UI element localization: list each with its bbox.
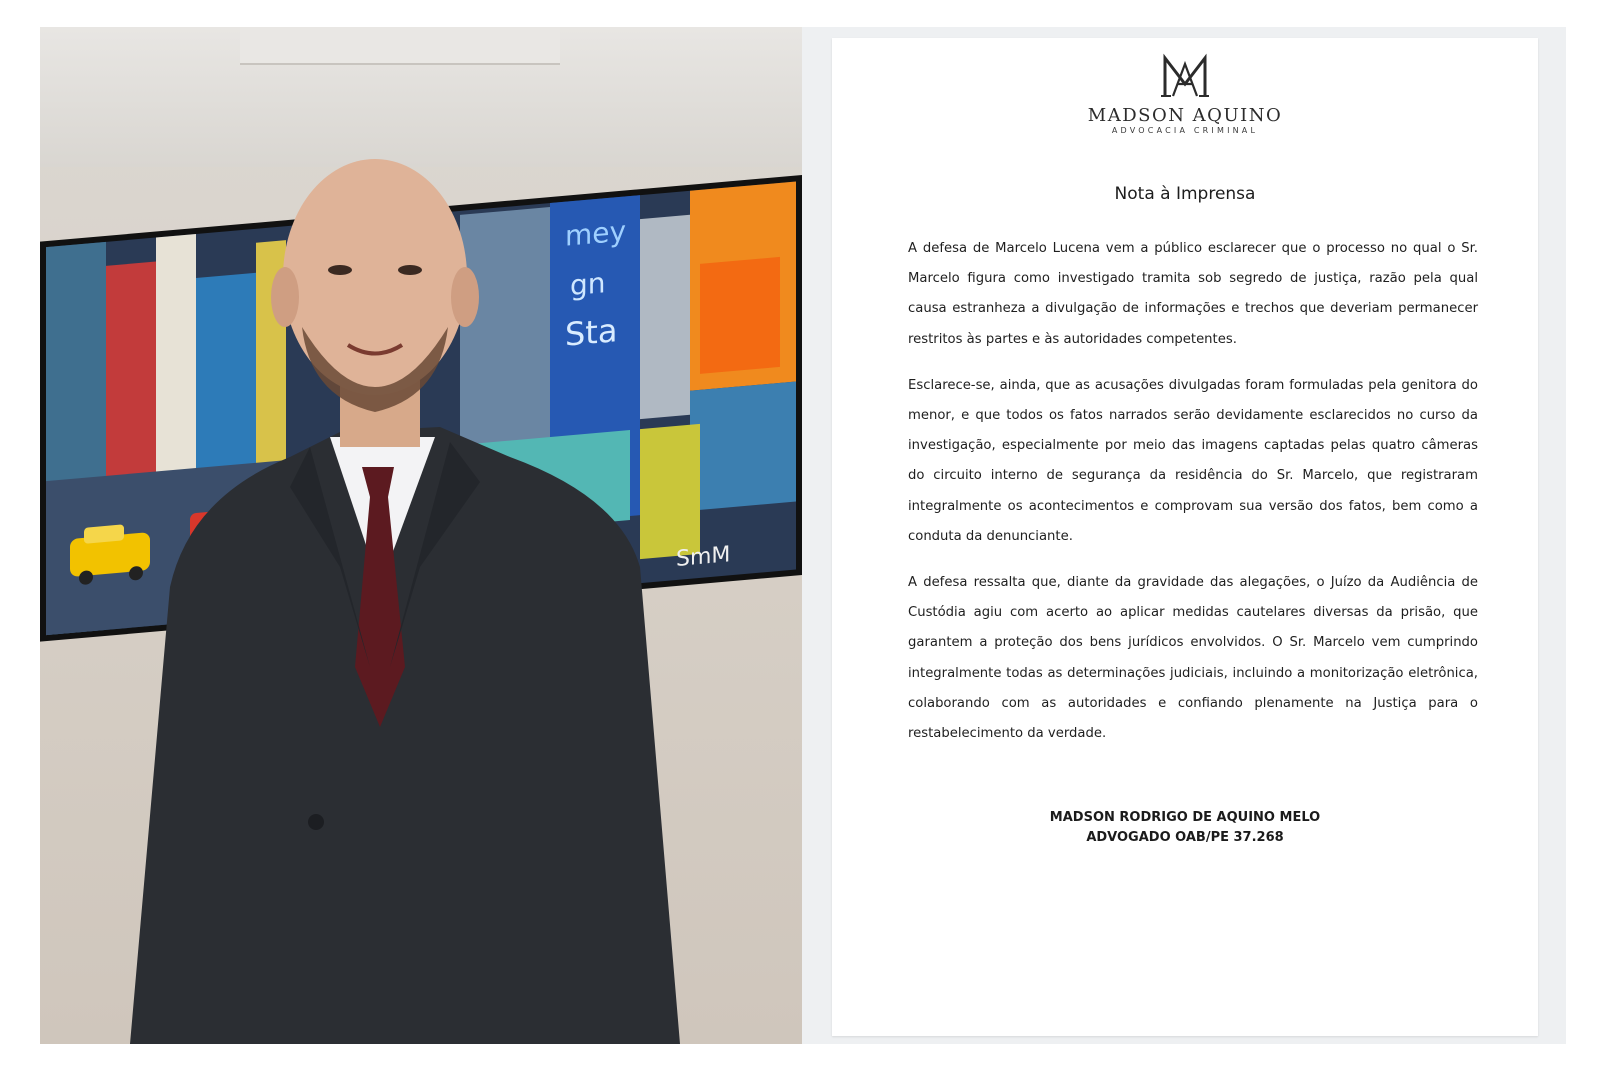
paragraph: A defesa de Marcelo Lucena vem a público esclarecer que o processo no qual o Sr. Marcelo figura como investigado tramita sob segredo de justiça, razão pela qual causa estranheza a divulgação de informações e trechos que deveriam permanecer restritos às partes e às autoridades competentes. [908,241,1478,347]
signature-block [832,808,1538,848]
svg-text:gn: gn [570,266,606,303]
letterhead-subtitle: ADVOCACIA CRIMINAL [1111,126,1259,135]
press-note-page [832,38,1538,1036]
paragraph: A defesa ressalta que, diante da gravidade das alegações, o Juízo da Audiência de Custódia agiu com acerto ao aplicar medidas cautelares diversas da prisão, que garantem a proteção dos bens jurídicos envolvidos. O Sr. Marcelo vem cumprindo integralmente todas as determinações judiciais, incluindo a monitorização eletrônica, colaborando com as autoridades e confiando plenamente na Justiça para o restabelecimento da verdade. [908,575,1478,742]
document-title: Nota à Imprensa [1114,184,1256,204]
signatory-name: MADSON RODRIGO DE AQUINO MELO [1049,810,1321,825]
paragraph: Esclarece-se, ainda, que as acusações divulgadas foram formuladas pela genitora do menor, e que todos os fatos narrados serão devidamente esclarecidos no curso da investigação, especialmente por meio das imagens captadas pelas quatro câmeras do circuito interno de segurança da residência do Sr. Marcelo, que registraram integralmente os acontecimentos e comprovam sua versão dos fatos, bem como a conduta da denunciante. [908,377,1478,544]
letterhead-name: MADSON AQUINO [1087,105,1283,126]
document-body [908,234,1478,765]
portrait-photo [40,27,802,1044]
monogram-ma-icon [1157,48,1213,104]
signatory-credential: ADVOGADO OAB/PE 37.268 [1086,830,1284,845]
svg-text:mey: mey [565,214,627,253]
letterhead-logo [832,48,1538,136]
svg-text:Sta: Sta [565,311,618,354]
painting-signature: SmM [676,542,731,573]
man-in-suit [40,27,802,1044]
